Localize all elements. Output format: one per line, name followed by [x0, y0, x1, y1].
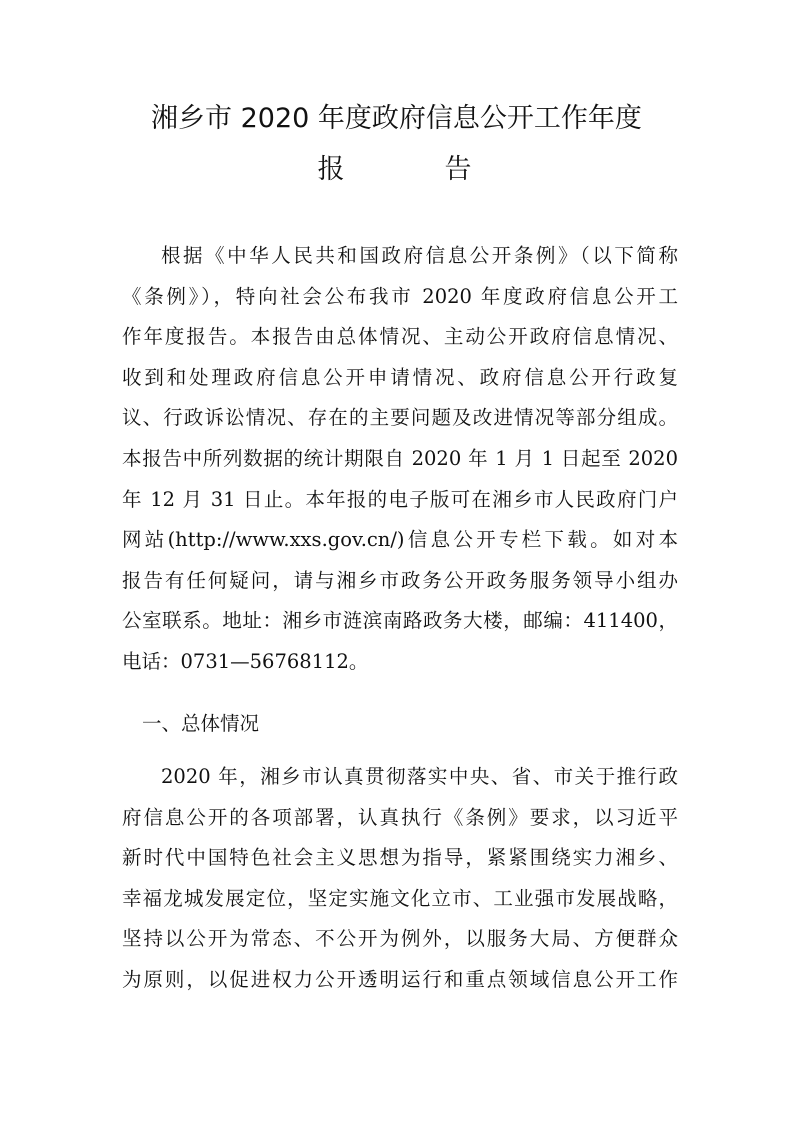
document-title-char-1: 报	[317, 154, 349, 185]
paragraph-line: 2020 年，湘乡市认真贯彻落实中央、省、市关于推行政	[161, 765, 678, 788]
paragraph-line: 《条例》），特向社会公布我市 2020 年度政府信息公开工	[122, 284, 678, 308]
paragraph-line: 根据《中华人民共和国政府信息公开条例》（以下简称	[161, 244, 678, 267]
paragraph-line: 幸福龙城发展定位，坚定实施文化立市、工业强市发展战略，	[122, 886, 678, 910]
paragraph-line: 新时代中国特色社会主义思想为指导，紧紧围绕实力湘乡、	[122, 846, 678, 870]
intro-paragraph	[122, 236, 678, 683]
section-heading-text: 一、总体情况	[142, 712, 260, 735]
document-title-char-2: 告	[444, 154, 476, 185]
paragraph-line: 议、行政诉讼情况、存在的主要问题及改进情况等部分组成。	[122, 406, 678, 430]
document-title-line-1: 湘乡市 2020 年度政府信息公开工作年度	[151, 103, 642, 134]
paragraph-line: 坚持以公开为常态、不公开为例外，以服务大局、方便群众	[122, 927, 678, 951]
paragraph-line: 作年度报告。本报告由总体情况、主动公开政府信息情况、	[122, 325, 678, 349]
paragraph-line: 为原则，以促进权力公开透明运行和重点领域信息公开工作	[122, 967, 678, 991]
paragraph-line: 报告有任何疑问，请与湘乡市政务公开政务服务领导小组办	[122, 568, 678, 592]
paragraph-line: 网站(http://www.xxs.gov.cn/)信息公开专栏下载。如对本	[122, 528, 678, 552]
paragraph-line: 收到和处理政府信息公开申请情况、政府信息公开行政复	[122, 365, 678, 389]
paragraph-line: 年 12 月 31 日止。本年报的电子版可在湘乡市人民政府门户	[122, 487, 678, 511]
paragraph-line: 电话：0731—56768112。	[122, 649, 369, 673]
paragraph-line: 公室联系。地址：湘乡市涟滨南路政务大楼，邮编：411400，	[122, 609, 678, 633]
paragraph-line: 府信息公开的各项部署，认真执行《条例》要求，以习近平	[122, 805, 678, 829]
paragraph-line: 本报告中所列数据的统计期限自 2020 年 1 月 1 日起至 2020	[122, 446, 678, 470]
section-heading	[122, 704, 678, 745]
document-title-line-2	[0, 154, 793, 186]
section-paragraph	[122, 757, 678, 1001]
